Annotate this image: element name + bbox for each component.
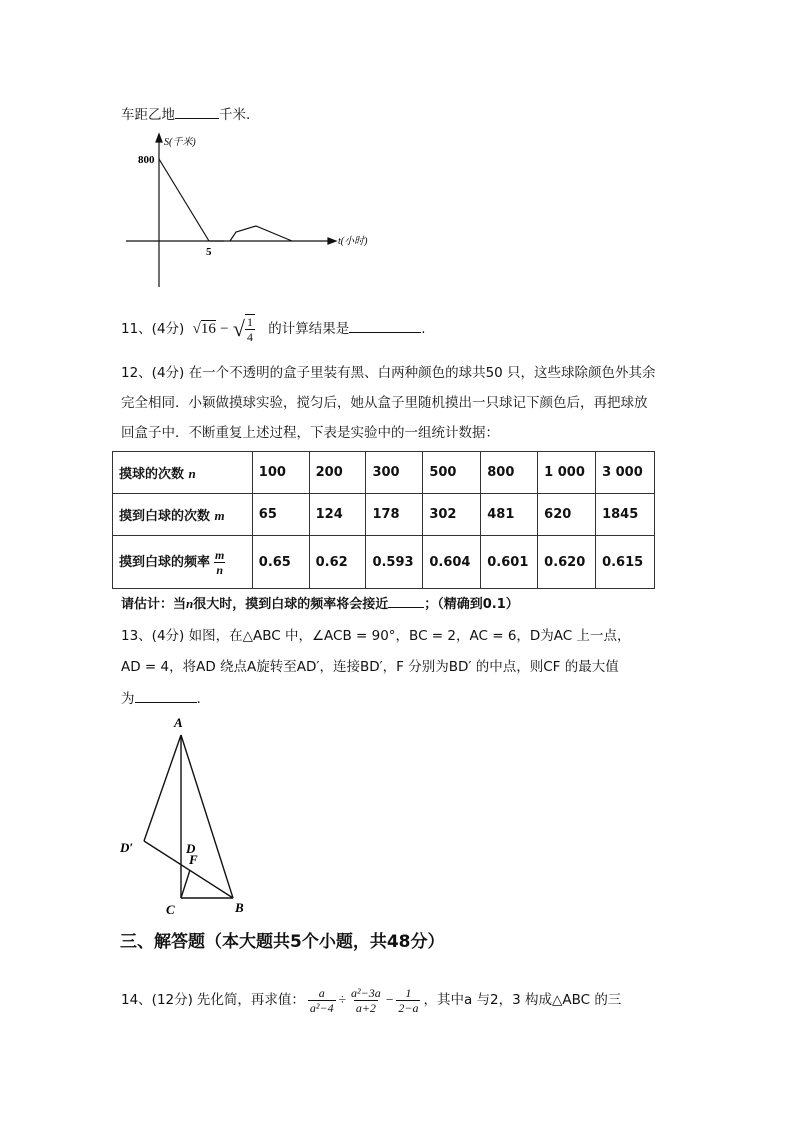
q14-tail: ，其中a 与2，3 构成△ABC 的三 bbox=[423, 992, 622, 1008]
q13-line1: 13、(4分) 如图，在△ABC 中，∠ACB = 90°，BC = 2，AC = 6，D为AC 上一点， bbox=[121, 628, 631, 644]
divide-sign: ÷ bbox=[338, 992, 347, 1007]
section-title: 三、解答题（本大题共5个小题，共48分） bbox=[120, 932, 445, 952]
graph-segment-return bbox=[230, 226, 292, 241]
table-cell: 1 000 bbox=[538, 452, 596, 494]
q13-line3: 为 . bbox=[121, 688, 201, 709]
stats-table bbox=[112, 451, 655, 589]
table-cell: 0.65 bbox=[252, 536, 309, 589]
table-row bbox=[113, 494, 655, 536]
table-cell: 0.604 bbox=[423, 536, 481, 589]
table-cell: 0.62 bbox=[309, 536, 366, 589]
table-cell: 481 bbox=[481, 494, 538, 536]
q11-suffix: 的计算结果是 bbox=[268, 321, 350, 337]
minus-sign: − bbox=[220, 321, 229, 337]
table-cell: 302 bbox=[423, 494, 481, 536]
q10-suffix: 千米. bbox=[219, 107, 251, 123]
table-cell: 65 bbox=[252, 494, 309, 536]
table-cell: 178 bbox=[366, 494, 423, 536]
table-cell: 800 bbox=[481, 452, 538, 494]
label-B: B bbox=[235, 900, 244, 915]
q10-tail bbox=[121, 104, 250, 125]
row-label-white: 摸到白球的次数 m bbox=[113, 494, 253, 536]
segment-CF bbox=[181, 870, 190, 898]
sqrt-16: √16 bbox=[192, 321, 216, 337]
row-label-frequency: 摸到白球的频率 $\frac{m}{n}$ bbox=[113, 536, 253, 589]
label-D: D bbox=[186, 841, 196, 856]
q14-lead: 先化简，再求值： bbox=[196, 992, 305, 1008]
table-cell: 0.601 bbox=[481, 536, 538, 589]
frequency-fraction: $\frac{m}{n}$ bbox=[215, 547, 225, 577]
table-cell: 0.615 bbox=[596, 536, 655, 589]
q10-answer-blank bbox=[175, 104, 219, 119]
label-A: A bbox=[174, 715, 183, 730]
x-axis-label: t(小时) bbox=[338, 236, 368, 247]
table-cell: 3 000 bbox=[596, 452, 655, 494]
triangle-figure bbox=[114, 712, 254, 922]
table-cell: 0.620 bbox=[538, 536, 596, 589]
fraction-2: $\frac{\text{a²−3a}}{a+2}$ bbox=[351, 985, 381, 1015]
table-cell: 124 bbox=[309, 494, 366, 536]
q14-number: 14、(12分) bbox=[121, 992, 193, 1008]
row-label-draws: 摸球的次数 n bbox=[113, 452, 253, 494]
y-axis-label: S(千米) bbox=[164, 137, 196, 148]
q11-number: 11、(4分) bbox=[121, 321, 185, 337]
table-cell: 100 bbox=[252, 452, 309, 494]
table-cell: 0.593 bbox=[366, 536, 423, 589]
q12-line3: 回盒子中．不断重复上述过程，下表是实验中的一组统计数据： bbox=[121, 425, 499, 441]
table-row bbox=[113, 536, 655, 589]
sqrt-fraction: $\frac{1}{4}$ bbox=[246, 315, 253, 344]
table-row bbox=[113, 452, 655, 494]
distance-time-graph bbox=[120, 132, 368, 292]
fraction-1: $\frac{a}{\text{a²−4}}$ bbox=[309, 985, 334, 1015]
q14 bbox=[121, 980, 621, 1020]
table-cell: 620 bbox=[538, 494, 596, 536]
q10-prefix: 车距乙地 bbox=[121, 107, 175, 123]
x-axis-arrow bbox=[328, 238, 336, 244]
q13-line2: AD = 4，将AD 绕点A旋转至AD′，连接BD′，F 分别为BD′ 的中点，则CF 的最大值 bbox=[121, 659, 619, 675]
sqrt-frac-radical-icon: √ bbox=[232, 316, 245, 341]
q12-line2: 完全相同．小颖做摸球实验，搅匀后，她从盒子里随机摸出一只球记下颜色后，再把球放 bbox=[121, 395, 648, 411]
graph-segment-descent bbox=[159, 159, 209, 241]
table-cell: 200 bbox=[309, 452, 366, 494]
table-cell: 500 bbox=[423, 452, 481, 494]
minus-sign: − bbox=[385, 992, 394, 1007]
q12-line1: 12、(4分) 在一个不透明的盒子里装有黑、白两种颜色的球共50 只，这些球除颜色外其余 bbox=[121, 365, 656, 381]
label-C: C bbox=[166, 902, 175, 917]
y-tick-800: 800 bbox=[138, 154, 155, 166]
segment-AD-prime bbox=[144, 735, 181, 841]
label-F: F bbox=[189, 852, 198, 867]
q11 bbox=[121, 314, 426, 344]
fraction-3: $\frac{1}{2-a}$ bbox=[398, 985, 419, 1015]
table-cell: 300 bbox=[366, 452, 423, 494]
q11-answer-blank bbox=[349, 318, 421, 333]
table-cell: 1845 bbox=[596, 494, 655, 536]
q12-answer-blank bbox=[388, 593, 424, 608]
q12-estimate: 请估计：当n很大时，摸到白球的频率将会接近 ；（精确到0.1） bbox=[121, 593, 519, 615]
q13-answer-blank bbox=[135, 688, 197, 703]
y-axis-arrow bbox=[156, 134, 162, 142]
x-tick-5: 5 bbox=[206, 246, 212, 258]
q11-period: . bbox=[421, 321, 426, 337]
label-D-prime: D′ bbox=[120, 840, 134, 855]
